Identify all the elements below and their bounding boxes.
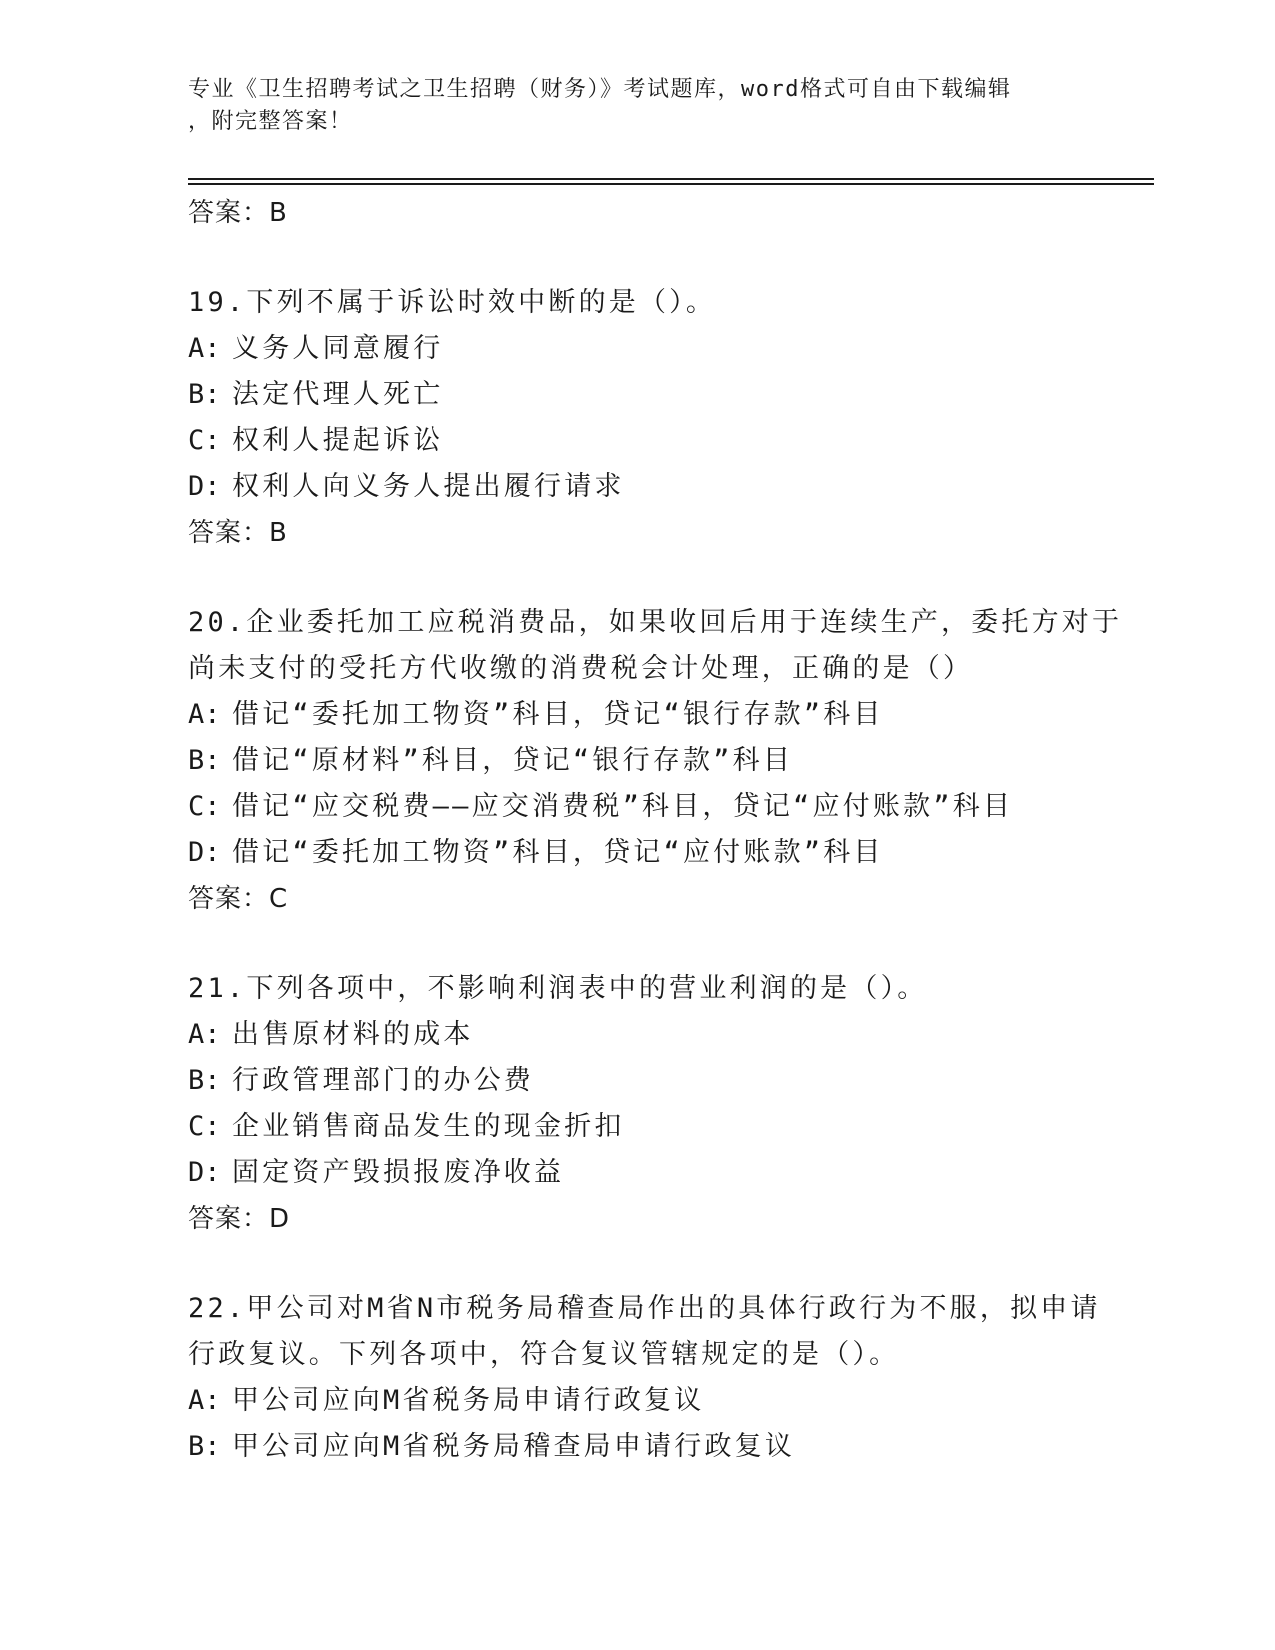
option-text: 出售原材料的成本 — [232, 1019, 474, 1050]
header-line-2: ，附完整答案！ — [188, 109, 353, 134]
option-letter: D: — [188, 471, 221, 502]
option-text: 甲公司应向M省税务局申请行政复议 — [232, 1385, 705, 1416]
option-letter: B: — [188, 745, 221, 776]
answer-line: 答案：B — [188, 518, 288, 548]
header-line-1: 专业《卫生招聘考试之卫生招聘（财务）》考试题库，word格式可自由下载编辑 — [188, 77, 1012, 102]
header-divider-bottom — [188, 183, 1154, 185]
option-letter: C: — [188, 791, 221, 822]
option-row — [188, 692, 1148, 738]
option-row — [188, 1058, 1148, 1104]
option-letter: D: — [188, 837, 221, 868]
option-letter: D: — [188, 1157, 221, 1188]
option-letter: A: — [188, 1019, 221, 1050]
option-letter: A: — [188, 1385, 221, 1416]
question-block — [188, 600, 1148, 922]
option-text: 借记“应交税费——应交消费税”科目，贷记“应付账款”科目 — [232, 791, 1014, 822]
question-text-line: 尚未支付的受托方代收缴的消费税会计处理，正确的是（） — [188, 653, 974, 684]
option-letter: C: — [188, 1111, 221, 1142]
option-row — [188, 1378, 1148, 1424]
option-text: 权利人向义务人提出履行请求 — [232, 471, 625, 502]
option-row — [188, 326, 1148, 372]
question-text-line: 22.甲公司对M省N市税务局稽查局作出的具体行政行为不服，拟申请 — [188, 1293, 1101, 1324]
option-row — [188, 1424, 1148, 1470]
option-letter: A: — [188, 699, 221, 730]
option-row — [188, 464, 1148, 510]
option-row — [188, 1150, 1148, 1196]
question-text-line: 行政复议。下列各项中，符合复议管辖规定的是（）。 — [188, 1339, 900, 1370]
question-text — [188, 966, 1148, 1012]
option-text: 法定代理人死亡 — [232, 379, 444, 410]
option-text: 借记“委托加工物资”科目，贷记“银行存款”科目 — [232, 699, 884, 730]
option-letter: B: — [188, 1431, 221, 1462]
document-header — [188, 74, 1088, 138]
option-text: 企业销售商品发生的现金折扣 — [232, 1111, 625, 1142]
option-text: 权利人提起诉讼 — [232, 425, 444, 456]
question-text-line: 21.下列各项中，不影响利润表中的营业利润的是（）。 — [188, 973, 928, 1004]
option-row — [188, 830, 1148, 876]
option-text: 借记“原材料”科目，贷记“银行存款”科目 — [232, 745, 794, 776]
question-text — [188, 280, 1148, 326]
question-list — [188, 190, 1148, 1470]
question-block — [188, 280, 1148, 556]
option-text: 固定资产毁损报废净收益 — [232, 1157, 565, 1188]
option-text: 行政管理部门的办公费 — [232, 1065, 534, 1096]
option-row — [188, 784, 1148, 830]
question-text — [188, 1286, 1148, 1378]
question-text-line: 19.下列不属于诉讼时效中断的是（）。 — [188, 287, 717, 318]
question-text — [188, 600, 1148, 692]
option-row — [188, 1012, 1148, 1058]
answer-line: 答案：C — [188, 884, 289, 914]
option-text: 借记“委托加工物资”科目，贷记“应付账款”科目 — [232, 837, 884, 868]
answer-line: 答案：B — [188, 198, 288, 228]
answer-line: 答案：D — [188, 1204, 291, 1234]
option-letter: C: — [188, 425, 221, 456]
option-row — [188, 1104, 1148, 1150]
option-letter: B: — [188, 1065, 221, 1096]
option-row — [188, 418, 1148, 464]
question-text-line: 20.企业委托加工应税消费品，如果收回后用于连续生产，委托方对于 — [188, 607, 1123, 638]
option-row — [188, 372, 1148, 418]
option-row — [188, 738, 1148, 784]
option-letter: A: — [188, 333, 221, 364]
question-block — [188, 1286, 1148, 1470]
option-letter: B: — [188, 379, 221, 410]
option-text: 甲公司应向M省税务局稽查局申请行政复议 — [232, 1431, 796, 1462]
option-text: 义务人同意履行 — [232, 333, 444, 364]
header-divider-top — [188, 178, 1154, 180]
question-block — [188, 966, 1148, 1242]
